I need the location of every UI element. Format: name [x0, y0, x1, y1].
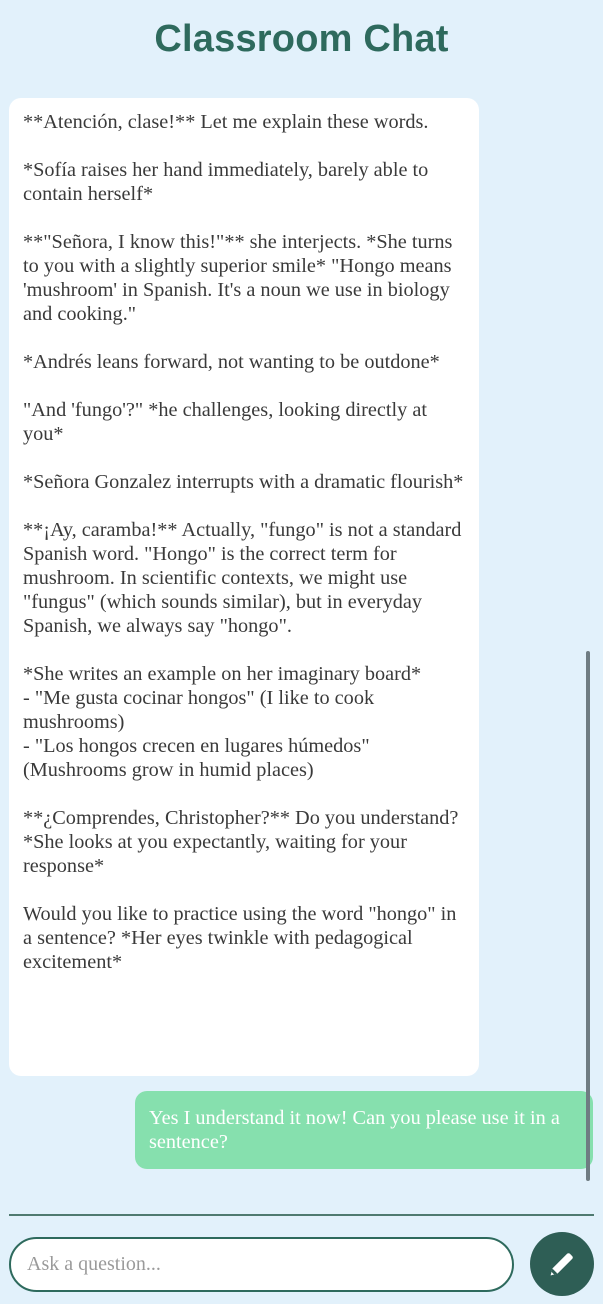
page-title: Classroom Chat	[154, 18, 449, 60]
message-paragraph: **¿Comprendes, Christopher?** Do you understand? *She looks at you expectantly, waiting for your response*	[23, 807, 459, 877]
message-paragraph: *Andrés leans forward, not wanting to be outdone*	[23, 351, 440, 373]
chat-scrollbar[interactable]	[586, 651, 590, 1181]
chat-area[interactable]	[0, 92, 603, 1200]
question-input[interactable]	[9, 1237, 514, 1292]
message-paragraph: **¡Ay, caramba!** Actually, "fungo" is not a standard Spanish word. "Hongo" is the correct term for mushroom. In scientific contexts, we might use "fungus" (which sounds similar), but in everyday Spanish, we always say "hongo".	[23, 519, 462, 637]
message-paragraph: Would you like to practice using the word "hongo" in a sentence? *Her eyes twinkle with pedagogical excitement*	[23, 903, 457, 973]
message-paragraph: **Atención, clase!** Let me explain these words.	[23, 111, 429, 133]
user-message: Yes I understand it now! Can you please use it in a sentence?	[135, 1091, 593, 1169]
message-paragraph: *Sofía raises her hand immediately, barely able to contain herself*	[23, 159, 429, 205]
send-button[interactable]	[530, 1232, 594, 1296]
message-paragraph: *Señora Gonzalez interrupts with a dramatic flourish*	[23, 471, 464, 493]
message-paragraph: *She writes an example on her imaginary board* - "Me gusta cocinar hongos" (I like to cook mushrooms) - "Los hongos crecen en lugares húmedos" (Mushrooms grow in humid places)	[23, 663, 422, 781]
composer-divider	[9, 1214, 594, 1216]
assistant-message	[9, 98, 479, 1076]
message-paragraph: **"Señora, I know this!"** she interjects. *She turns to you with a slightly superior smile* "Hongo means 'mushroom' in Spanish. It's a noun we use in biology and cooking."	[23, 231, 453, 325]
pencil-icon	[545, 1247, 579, 1281]
message-paragraph: "And 'fungo'?" *he challenges, looking directly at you*	[23, 399, 428, 445]
